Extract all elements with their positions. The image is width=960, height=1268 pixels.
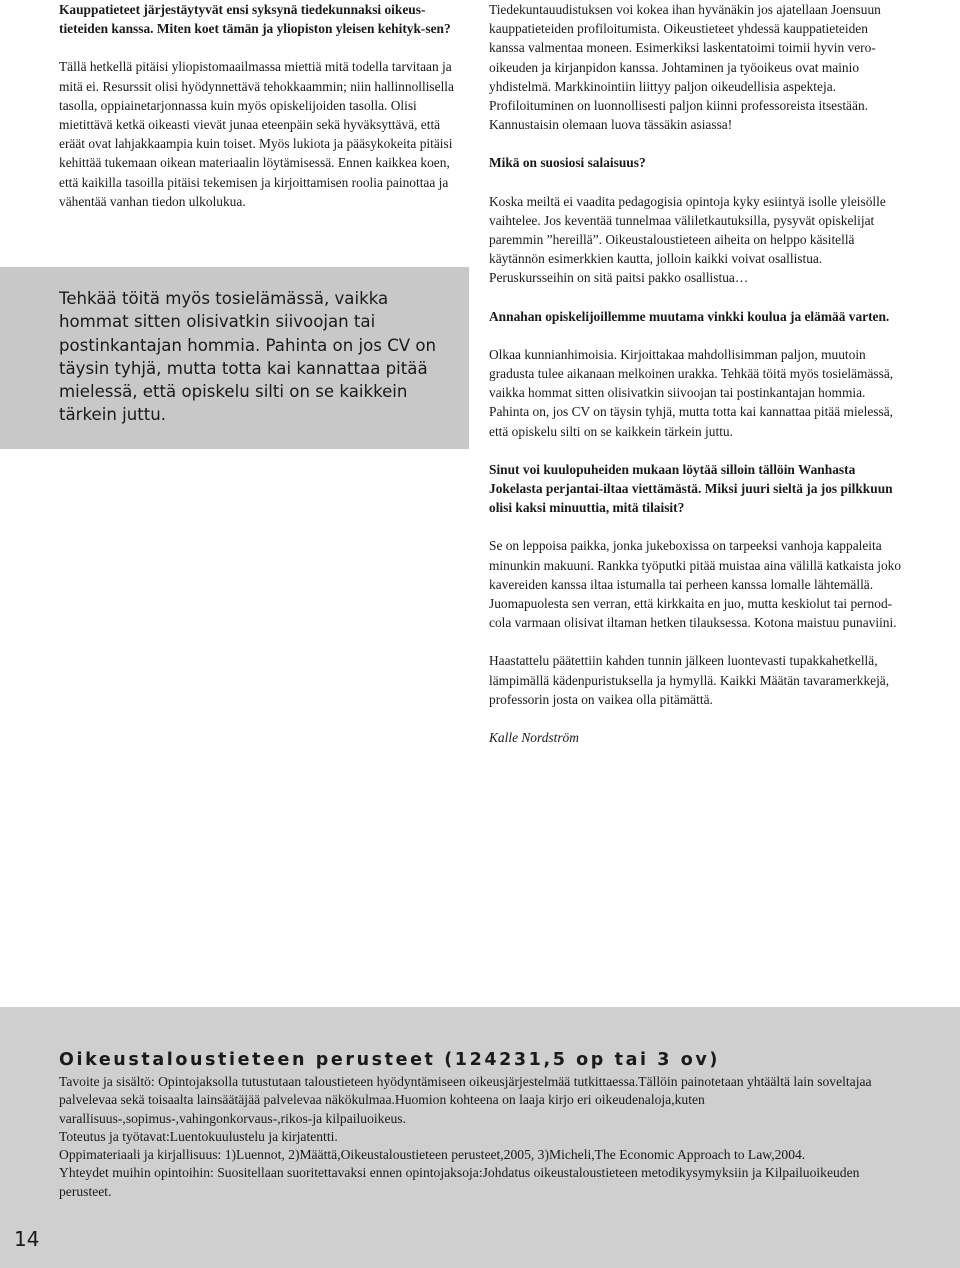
- left-column: [59, 0, 467, 211]
- course-prerequisites: Yhteydet muihin opintoihin: Suositellaan suoritettavaksi ennen opintojaksoja:Johdatus oikeustaloustieteen metodikysymyksiin ja Kilpailuoikeuden perusteet.: [59, 1165, 860, 1199]
- question-jokela: Sinut voi kuulopuheiden mukaan löytää silloin tällöin Wanhasta Jokelasta perjantai-iltaa viettämästä. Miksi juuri sieltä ja jos pilkkuun olisi kaksi minuuttia, mitä tilaisit?: [489, 461, 893, 516]
- interview-answer-university: Tällä hetkellä pitäisi yliopistomaailmassa miettiä mitä todella tarvitaan ja mitä ei. Resurssit olisi hyödynnettävä tehokkaammin; niin hallinnollisella tasolla, oppiainetarjonnassa kuin myös opiskelijoiden tasolla. Olisi mietittävä ketkä oikeasti vievät junaa eteenpäin sekä hyväksyttävä, että eräät ovat lahjakkaampia kuin toiset. Myös lukiota ja pääsykokeita pitäisi kehittää tukemaan oikean materiaalin löytämisessä. Ennen kaikkea koen, että kaikilla tasoilla pitäisi tekemisen ja kirjoittamisen roolia painottaa ja vähentää vanhan tiedon ulkolukua.: [59, 59, 454, 209]
- pull-quote-text: Tehkää töitä myös tosielämässä, vaikka hommat sitten olisivatkin siivoojan tai postinkantajan hommia. Pahinta on jos CV on täysin tyhjä, mutta totta kai kannattaa pitää mielessä, että opiskelu silti on se kaikkein tärkein juttu.: [59, 289, 437, 425]
- course-goals: Tavoite ja sisältö: Opintojaksolla tutustutaan taloustieteen hyödyntämiseen oikeusjärjestelmää tutkittaessa.Tällöin painotetaan yhtäältä lain soveltajaa palvelevaa sekä toisaalta lainsäätäjää palvelevaa näkökulmaa.Huomion kohteena on laaja kirjo eri oikeudenaloja,kuten varallisuus-,sopimus-,vahingonkorvaus-,rikos-ja kilpailuoikeus.: [59, 1074, 872, 1126]
- closing-paragraph: Haastattelu päätettiin kahden tunnin jälkeen luontevasti tupakkahetkellä, lämpimällä kädenpuristuksella ja hymyllä. Kaikki Määtän tavaramerkkejä, professorin josta on vaikea olla pitämättä.: [489, 653, 890, 707]
- answer-jokela: Se on leppoisa paikka, jonka jukeboxissa on tarpeeksi vanhoja kappaleita minunkin makuuni. Rankka työputki pitää muistaa aina välillä katkaista joko kavereiden kanssa iltaa istumalla tai perheen kanssa lomalle lähtemällä. Juomapuolesta sen verran, että kirkkaita en juo, mutta keskiolut tai pernod-cola varmaan olisivat iltaman hetken tilauksessa. Kotona maistuu punaviini.: [489, 538, 902, 631]
- course-description: [59, 1073, 909, 1201]
- page-number: 14: [14, 1227, 40, 1251]
- course-materials: Oppimateriaali ja kirjallisuus: 1)Luennot, 2)Määttä,Oikeustaloustieteen perusteet,2005, 3)Micheli,The Economic Approach to Law,2004.: [59, 1147, 806, 1163]
- course-title: Oikeustaloustieteen perusteet (124231,5 op tai 3 ov): [59, 1050, 720, 1070]
- interview-question-intro: Kauppatieteet järjestäytyvät ensi syksynä tiedekunnaksi oikeus-tieteiden kanssa. Miten koet tämän ja yliopiston yleisen kehityk-sen?: [59, 2, 451, 37]
- right-column: [489, 0, 902, 747]
- answer-tips: Olkaa kunnianhimoisia. Kirjoittakaa mahdollisimman paljon, muutoin gradusta tulee aikanaan melkoinen urakka. Tehkää töitä myös tosielämässä, vaikka hommat sitten olisivatkin siivoojan tai postinkantajan hommia. Pahinta on, jos CV on täysin tyhjä, mutta totta kai kannattaa pitää mielessä, että opiskelu silti on se kaikkein tärkein juttu.: [489, 346, 894, 439]
- question-popularity: Mikä on suosiosi salaisuus?: [489, 155, 646, 171]
- question-tips: Annahan opiskelijoillemme muutama vinkki koulua ja elämää varten.: [489, 308, 890, 324]
- author-byline: Kalle Nordström: [489, 730, 579, 746]
- answer-popularity: Koska meiltä ei vaadita pedagogisia opintoja kyky esiintyä isolle yleisölle vaihtelee. Jos keventää tunnelmaa väliletkautuksilla, pysyvät opiskelijat paremmin ”hereillä”. Oikeustaloustieteen aiheita on helppo käsitellä käytännön esimerkkien kautta, jolloin kaikki voivat osallistua. Peruskursseihin on sitä paitsi pakko osallistua…: [489, 193, 886, 286]
- answer-faculty-reform: Tiedekuntauudistuksen voi kokea ihan hyvänäkin jos ajatellaan Joensuun kauppatieteiden profiloitumista. Oikeustieteet yhdessä kauppatieteiden kanssa valmentaa moneen. Esimerkiksi laskentatoimi toimii hyvin vero-oikeuden ja kirjanpidon kanssa. Johtaminen ja työoikeus ovat mainio yhdistelmä. Markkinointiin liittyy paljon oikeudellisia aspekteja. Profiloituminen on luonnollisesti paljon kiinni professoreista itsestään. Kannustaisin olemaan luova tässäkin asiassa!: [489, 2, 881, 133]
- course-method: Toteutus ja työtavat:Luentokuulustelu ja kirjatentti.: [59, 1128, 338, 1144]
